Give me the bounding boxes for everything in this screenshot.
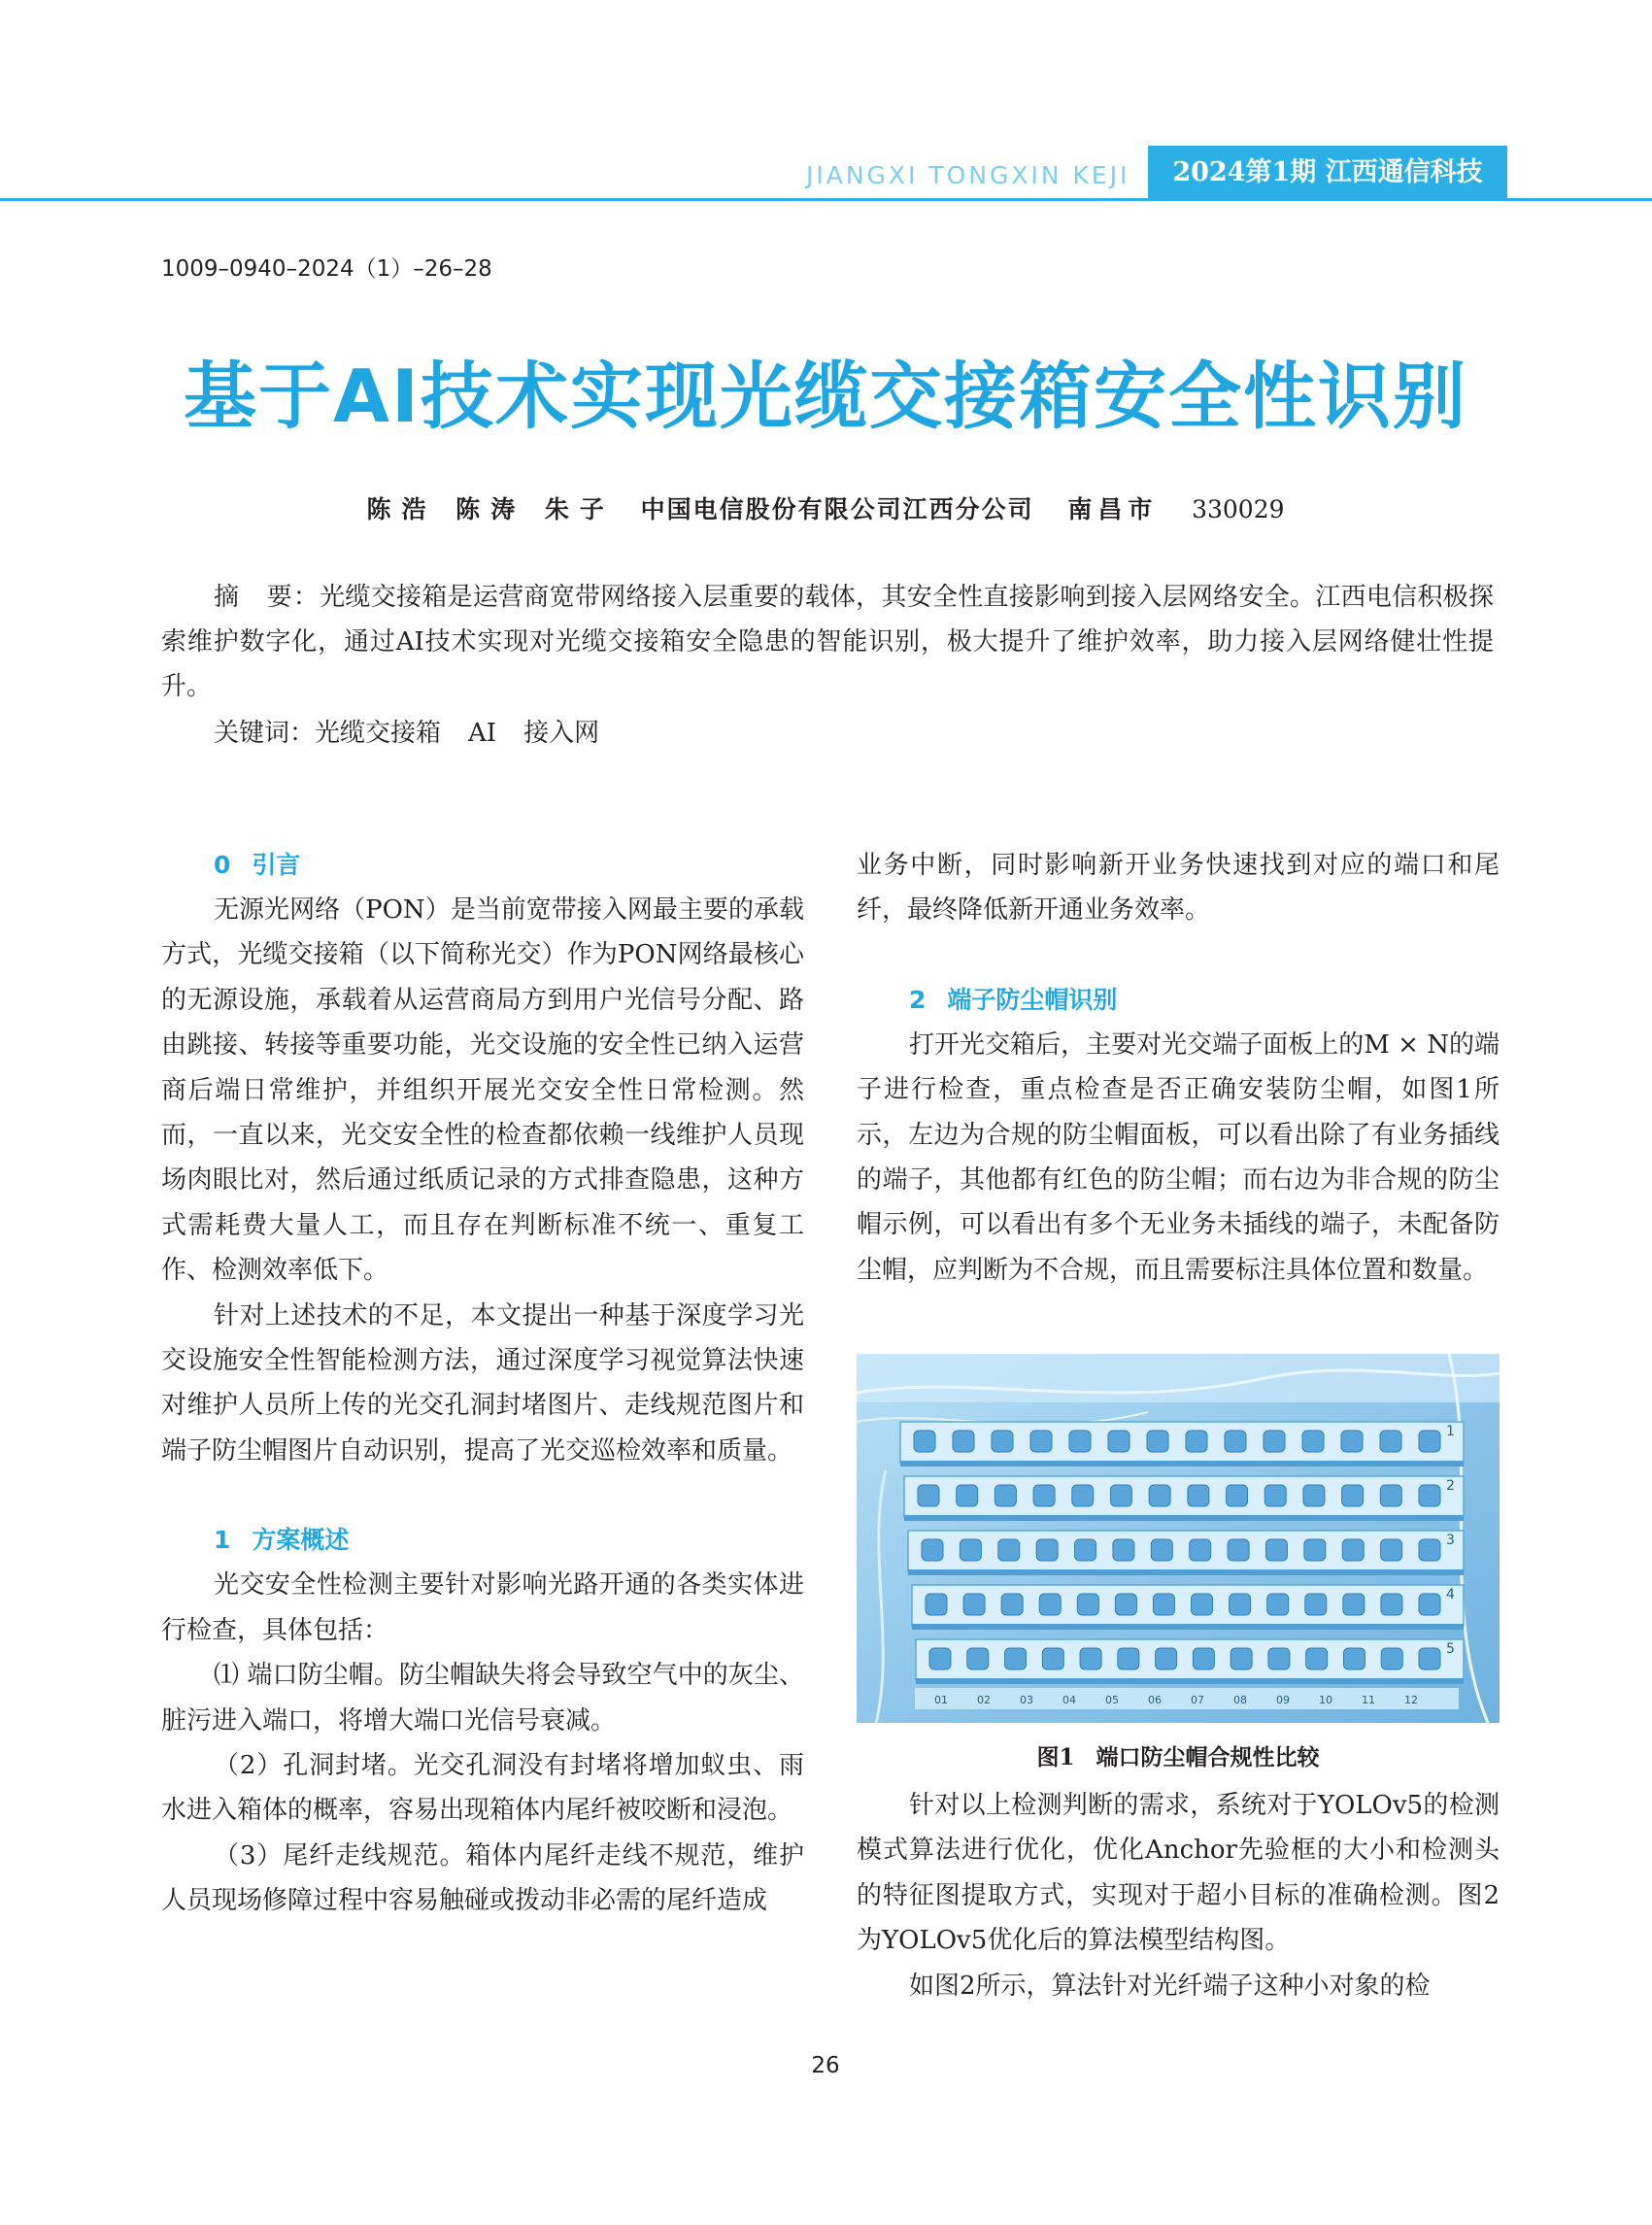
- dust-cap: [1188, 1485, 1209, 1506]
- dust-cap: [1080, 1648, 1101, 1669]
- dust-cap: [1304, 1539, 1326, 1561]
- dust-cap: [1381, 1594, 1402, 1615]
- dust-cap: [1419, 1594, 1440, 1615]
- figure-1-caption: [857, 1738, 1500, 1777]
- dust-cap: [1153, 1594, 1174, 1615]
- dust-cap: [1039, 1594, 1061, 1615]
- row-label: 3: [1446, 1533, 1455, 1548]
- dust-cap: [1077, 1594, 1098, 1615]
- panel-row-rail: [900, 1461, 1464, 1466]
- dust-cap: [957, 1485, 978, 1506]
- figure-1-photo: [857, 1354, 1500, 1723]
- paragraph: （3）尾纤走线规范。箱体内尾纤走线不规范，维护人员现场修障过程中容易触碰或拨动非必需的尾纤造成: [161, 1840, 804, 1916]
- dust-cap: [1118, 1648, 1139, 1669]
- paragraph: 光交安全性检测主要针对影响光路开通的各类实体进行检查，具体包括：: [161, 1570, 804, 1645]
- author-affiliation: 中国电信股份有限公司江西分公司: [640, 495, 1034, 523]
- dust-cap: [1302, 1431, 1324, 1452]
- author-zip: 330029: [1192, 495, 1285, 523]
- dust-cap: [1268, 1648, 1290, 1669]
- dust-cap: [1419, 1648, 1440, 1669]
- dust-cap: [918, 1485, 939, 1506]
- dust-cap: [1156, 1648, 1177, 1669]
- paragraph: （2）孔洞封堵。光交孔洞没有封堵将增加蚁虫、雨水进入箱体的概率，容易出现箱体内尾纤被咬断和浸泡。: [161, 1750, 804, 1826]
- paper-title: 基于AI技术实现光缆交接箱安全性识别: [184, 354, 1467, 439]
- dust-cap: [1227, 1485, 1248, 1506]
- keyword: 光缆交接箱: [315, 719, 442, 748]
- dust-cap: [1036, 1539, 1058, 1561]
- port-label: 04: [1062, 1694, 1076, 1706]
- paragraph: ⑴ 端口防尘帽。防尘帽缺失将会导致空气中的灰尘、脏污进入端口，将增大端口光信号衰减。: [161, 1661, 804, 1736]
- panel-row-rail: [916, 1678, 1464, 1684]
- figure-number: 图1: [1036, 1744, 1075, 1770]
- dust-cap: [960, 1539, 981, 1561]
- dust-cap: [1190, 1539, 1211, 1561]
- dust-cap: [1113, 1539, 1134, 1561]
- dust-cap: [1342, 1539, 1364, 1561]
- dust-cap: [1381, 1648, 1402, 1669]
- dust-cap: [1115, 1594, 1136, 1615]
- dust-cap: [953, 1431, 974, 1452]
- dust-cap: [1147, 1431, 1168, 1452]
- dust-cap: [1005, 1648, 1027, 1669]
- keyword: AI: [468, 719, 497, 748]
- dust-cap: [1342, 1485, 1364, 1506]
- dust-cap: [1419, 1539, 1440, 1561]
- dust-cap: [1265, 1539, 1287, 1561]
- dust-cap: [1030, 1431, 1052, 1452]
- keyword: 接入网: [523, 719, 600, 748]
- paragraph: 针对以上检测判断的需求，系统对于YOLOv5的检测模式算法进行优化，优化Anchor先验框的大小和检测头的特征图提取方式，实现对于超小目标的准确检测。图2为YOLOv5优化后的算法模型结构图。: [857, 1791, 1500, 1956]
- row-label: 2: [1446, 1478, 1455, 1494]
- figure-caption-text: 端口防尘帽合规性比较: [1096, 1744, 1320, 1770]
- panel-row-rail: [904, 1515, 1464, 1521]
- dust-cap: [1343, 1648, 1365, 1669]
- paragraph: 针对上述技术的不足，本文提出一种基于深度学习光交设施安全性智能检测方法，通过深度学习视觉算法快速对维护人员所上传的光交孔洞封堵图片、走线规范图片和端子防尘帽图片自动识别，提高了光交巡检效率和质量。: [161, 1300, 804, 1466]
- port-label-strip: [915, 1688, 1459, 1709]
- dust-cap: [1341, 1431, 1363, 1452]
- dust-cap: [1075, 1539, 1096, 1561]
- abstract-label: 摘 要：: [214, 583, 320, 612]
- panel-row-rail: [912, 1624, 1464, 1630]
- dust-cap: [1305, 1594, 1327, 1615]
- dust-cap: [1306, 1648, 1328, 1669]
- dust-cap: [1231, 1648, 1252, 1669]
- dust-cap: [1110, 1485, 1131, 1506]
- right-column-continued: [857, 1783, 1500, 2008]
- dust-cap: [1225, 1431, 1246, 1452]
- page-number: 26: [811, 2053, 840, 2078]
- dust-cap: [1042, 1648, 1063, 1669]
- dust-cap: [1419, 1485, 1440, 1506]
- dust-cap: [995, 1485, 1016, 1506]
- port-label: 02: [977, 1694, 991, 1706]
- dust-cap: [1069, 1431, 1091, 1452]
- dust-cap: [1001, 1594, 1023, 1615]
- dust-cap: [1192, 1594, 1213, 1615]
- dust-cap: [1380, 1431, 1401, 1452]
- dust-cap: [1193, 1648, 1214, 1669]
- dust-cap: [1264, 1431, 1285, 1452]
- journal-pinyin: JIANGXI TONGXIN KEJI: [806, 161, 1130, 189]
- abstract: [161, 575, 1494, 709]
- dust-cap: [998, 1539, 1020, 1561]
- dust-cap: [1186, 1431, 1207, 1452]
- dust-cap: [1419, 1431, 1440, 1452]
- keywords: [214, 711, 626, 756]
- paragraph: 如图2所示，算法针对光纤端子这种小对象的检: [909, 1971, 1431, 2001]
- port-label: 08: [1233, 1694, 1247, 1706]
- dust-cap: [1149, 1485, 1170, 1506]
- dust-cap: [926, 1594, 947, 1615]
- dust-cap: [1230, 1594, 1251, 1615]
- dust-cap: [1264, 1485, 1286, 1506]
- left-column: [161, 843, 804, 1924]
- dust-cap: [1228, 1539, 1249, 1561]
- port-label: 03: [1020, 1694, 1033, 1706]
- port-label: 07: [1191, 1694, 1204, 1706]
- dust-cap: [1267, 1594, 1289, 1615]
- article-code: 1009–0940–2024（1）–26–28: [161, 256, 492, 282]
- dust-cap: [1151, 1539, 1172, 1561]
- panel-row: [904, 1476, 1464, 1517]
- row-label: 5: [1446, 1641, 1455, 1657]
- dust-cap: [1033, 1485, 1055, 1506]
- paragraph: 无源光网络（PON）是当前宽带接入网最主要的承载方式，光缆交接箱（以下简称光交）作为PON网络最核心的无源设施，承载着从运营商局方到用户光信号分配、路由跳接、转接等重要功能，光交设施的安全性已纳入运营商后端日常维护，并组织开展光交安全性日常检测。然而，一直以来，光交安全性的检查都依赖一线维护人员现场肉眼比对，然后通过纸质记录的方式排查隐患，这种方式需耗费大量人工，而且存在判断标准不统一、重复工作、检测效率低下。: [161, 895, 804, 1286]
- abstract-text: 光缆交接箱是运营商宽带网络接入层重要的载体，其安全性直接影响到接入层网络安全。江西电信积极探索维护数字化，通过AI技术实现对光缆交接箱安全隐患的智能识别，极大提升了维护效率，助力接入层网络健壮性提升。: [161, 583, 1494, 701]
- port-label: 05: [1105, 1694, 1119, 1706]
- port-label: 11: [1362, 1694, 1375, 1706]
- port-label: 10: [1319, 1694, 1332, 1706]
- dust-cap: [963, 1594, 985, 1615]
- row-label: 4: [1446, 1587, 1455, 1602]
- terminal-panel-photo: [857, 1354, 1500, 1723]
- panel-row: [900, 1422, 1464, 1463]
- author-names: 陈浩 陈涛 朱子: [366, 495, 615, 523]
- paragraph: 打开光交箱后，主要对光交端子面板上的M × N的端子进行检查，重点检查是否正确安装防尘帽，如图1所示，左边为合规的防尘帽面板，可以看出除了有业务插线的端子，其他都有红色的防尘帽；而右边为非合规的防尘帽示例，可以看出有多个无业务未插线的端子，未配备防尘帽，应判断为不合规，而且需要标注具体位置和数量。: [857, 1029, 1500, 1285]
- dust-cap: [1108, 1431, 1129, 1452]
- dust-cap: [1380, 1485, 1401, 1506]
- author-city: 南昌市: [1067, 495, 1159, 523]
- dust-cap: [1303, 1485, 1325, 1506]
- section-heading-0: 0 引言: [214, 851, 301, 879]
- dust-cap: [1072, 1485, 1094, 1506]
- dust-cap: [929, 1648, 951, 1669]
- dust-cap: [1381, 1539, 1402, 1561]
- port-label: 01: [934, 1694, 948, 1706]
- dust-cap: [992, 1431, 1013, 1452]
- dust-cap: [1343, 1594, 1365, 1615]
- dust-cap: [967, 1648, 989, 1669]
- keywords-label: 关键词：: [214, 719, 316, 748]
- section-heading-1: 1 方案概述: [214, 1526, 350, 1555]
- port-label: 12: [1404, 1694, 1418, 1706]
- right-column: [857, 843, 1500, 1293]
- row-label: 1: [1446, 1424, 1455, 1439]
- journal-issue-banner: 2024第1期 江西通信科技: [1148, 146, 1507, 199]
- section-heading-2: 2 端子防尘帽识别: [909, 985, 1118, 1014]
- author-line: [117, 490, 1534, 529]
- paragraph-continued: 业务中断，同时影响新开业务快速找到对应的端口和尾纤，最终降低新开通业务效率。: [857, 851, 1500, 926]
- panel-row-rail: [908, 1569, 1464, 1575]
- port-label: 09: [1276, 1694, 1290, 1706]
- photo-top-glare: [857, 1354, 1500, 1402]
- dust-cap: [922, 1539, 943, 1561]
- dust-cap: [914, 1431, 935, 1452]
- port-label: 06: [1148, 1694, 1162, 1706]
